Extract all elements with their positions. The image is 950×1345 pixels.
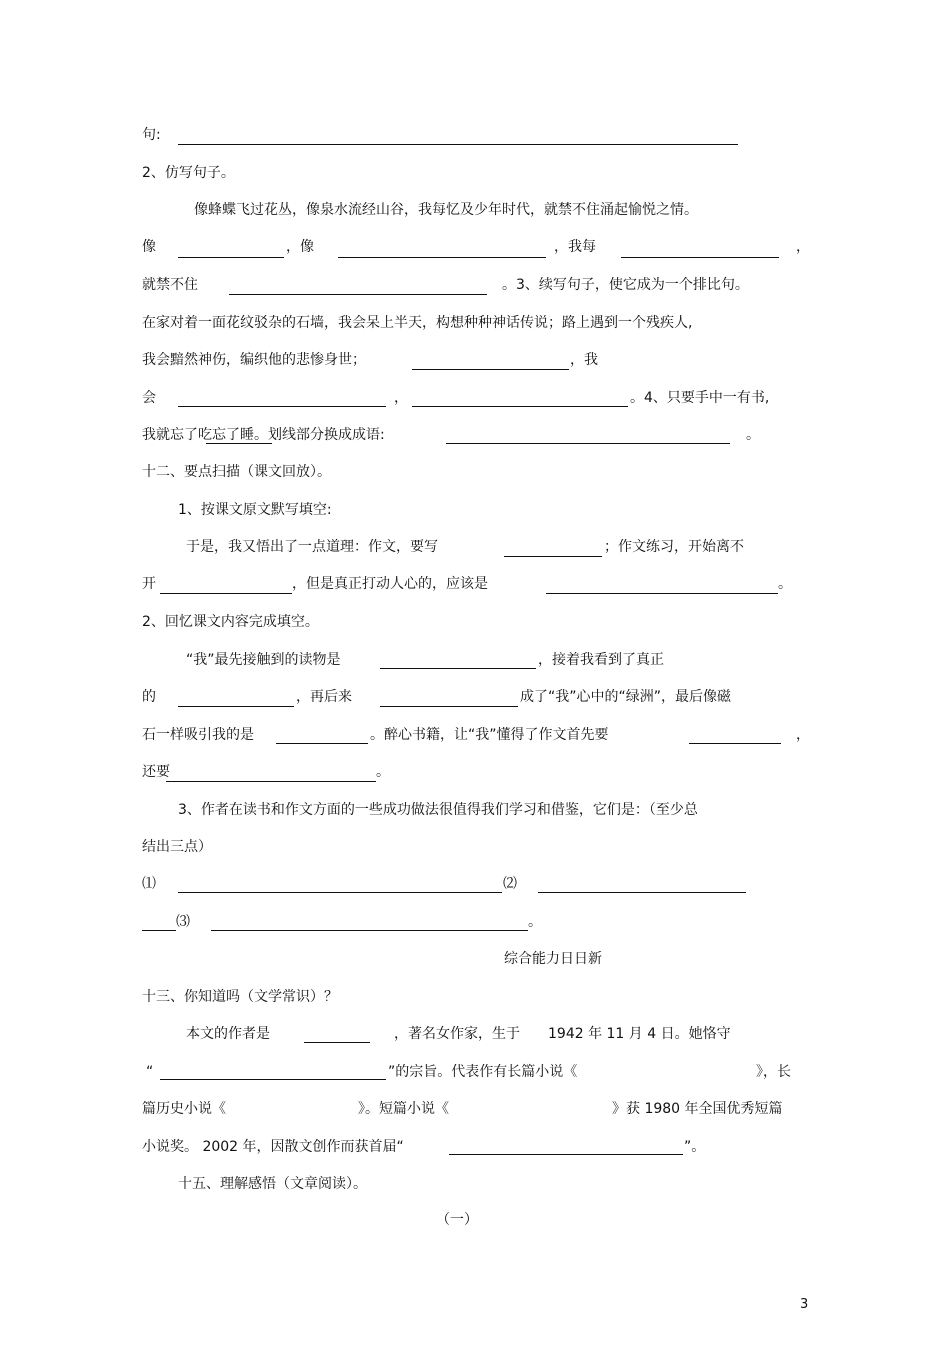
q4-end: 。: [746, 427, 760, 443]
s12-q3-item3-marker: ⑶: [176, 914, 190, 930]
q2-fill-label: 像: [142, 239, 156, 255]
s12-q3-blank-1[interactable]: [178, 892, 502, 893]
s12-q3-item1-marker: ⑴: [142, 876, 156, 892]
s12-q1-line2-start: 开: [142, 576, 156, 592]
q2-fill-label: ，我每: [554, 239, 596, 255]
q2-fill-label: ，像: [286, 239, 314, 255]
s12-q1-line1: 于是，我又悟出了一点道理：作文，要写: [186, 539, 438, 555]
s12-q3-line1: 3、作者在读书和作文方面的一些成功做法很值得我们学习和借鉴，它们是：（至少总: [178, 802, 698, 818]
s12-q2-line1-end: ，接着我看到了真正: [538, 652, 664, 668]
s12-q3-line2: 结出三点）: [142, 839, 212, 855]
s13-blank-award[interactable]: [449, 1154, 683, 1155]
s12-q3-blank-2[interactable]: [538, 892, 746, 893]
s13-blank-author[interactable]: [304, 1042, 370, 1043]
part-label: （一）: [436, 1212, 478, 1228]
s13-line3-end: 》获 1980 年全国优秀短篇: [612, 1101, 783, 1117]
q2-blank-3[interactable]: [621, 257, 779, 258]
page-number: 3: [800, 1297, 809, 1312]
s12-q2-blank-5[interactable]: [689, 743, 781, 744]
s12-q2-title: 2、回忆课文内容完成填空。: [142, 614, 319, 630]
s13-line2-mid: ”的宗旨。代表作有长篇小说《: [388, 1064, 578, 1080]
s12-q2-line4-end: 。: [376, 764, 390, 780]
s12-q2-line4-start: 还要: [142, 764, 170, 780]
s13-blank-motto[interactable]: [160, 1079, 386, 1080]
q3-blank-1[interactable]: [412, 369, 569, 370]
s13-line1-mid: ，著名女作家，生于: [394, 1026, 520, 1042]
s12-q2-blank-6[interactable]: [166, 781, 376, 782]
s13-line1-start: 本文的作者是: [186, 1026, 270, 1042]
section15-title: 十五、理解感悟（文章阅读）。: [178, 1176, 367, 1192]
s12-q2-line2-end: 成了“我”心中的“绿洲”，最后像磁: [520, 689, 732, 705]
q3-sentence-1: 在家对着一面花纹驳杂的石墙，我会呆上半天，构想种种神话传说；路上遇到一个残疾人,: [142, 315, 693, 331]
q3-blank-3[interactable]: [412, 406, 628, 407]
s12-q2-blank-1[interactable]: [380, 668, 536, 669]
s12-q1-blank-1[interactable]: [504, 556, 602, 557]
s12-q2-line2-mid: ，再后来: [296, 689, 352, 705]
q3-sentence-2: 我会黯然神伤，编织他的悲惨身世；: [142, 352, 366, 368]
s12-q3-blank-2-cont[interactable]: [142, 930, 176, 931]
q2-fill-label: ，: [796, 239, 810, 255]
q2-title: 2、仿写句子。: [142, 165, 235, 181]
s12-q2-line2-start: 的: [142, 689, 156, 705]
s12-q1-line1-end: ；作文练习，开始离不: [604, 539, 744, 555]
q4-underline-mark: [206, 443, 272, 444]
q3-blank-2[interactable]: [178, 406, 386, 407]
s12-q2-blank-2[interactable]: [178, 706, 294, 707]
q3-fill-label: ，我: [570, 352, 598, 368]
q3-fill-label: ，: [394, 390, 408, 406]
q3-fill-label: 会: [142, 390, 156, 406]
s12-q1-line2-mid: ，但是真正打动人心的，应该是: [292, 576, 488, 592]
s12-q1-blank-2[interactable]: [160, 593, 292, 594]
s12-q1-title: 1、按课文原文默写填空:: [178, 502, 332, 518]
comprehensive-heading: 综合能力日日新: [504, 951, 602, 967]
s12-q2-line3-start: 石一样吸引我的是: [142, 727, 254, 743]
q4-sentence: 我就忘了吃忘了睡。划线部分换成成语:: [142, 427, 385, 443]
s12-q2-line3-end: ，: [796, 727, 810, 743]
q4-blank[interactable]: [446, 443, 730, 444]
s12-q3-blank-3[interactable]: [211, 930, 528, 931]
s12-q3-item2-marker: ⑵: [503, 876, 517, 892]
section12-title: 十二、要点扫描（课文回放）。: [142, 464, 331, 480]
q3-title-inline: 。3、续写句子，使它成为一个排比句。: [502, 277, 749, 293]
s12-q1-line2-end: 。: [778, 576, 792, 592]
s13-line4-end: ”。: [684, 1139, 706, 1155]
s12-q2-line3-mid: 。醉心书籍，让“我”懂得了作文首先要: [370, 727, 609, 743]
s13-line2-end: 》，长: [756, 1064, 791, 1080]
q2-blank-2[interactable]: [338, 257, 546, 258]
s13-line2-start: “: [146, 1064, 154, 1080]
s12-q3-end: 。: [528, 914, 542, 930]
s12-q1-blank-3[interactable]: [546, 593, 778, 594]
q1-answer-blank[interactable]: [178, 144, 738, 145]
s13-line3-mid: 》。短篇小说《: [358, 1101, 449, 1117]
q2-fill-label: 就禁不住: [142, 277, 198, 293]
s13-line1-end: 1942 年 11 月 4 日。她恪守: [548, 1026, 731, 1042]
q2-example-sentence: 像蜂蝶飞过花丛，像泉水流经山谷，我每忆及少年时代，就禁不住涌起愉悦之情。: [194, 202, 698, 218]
s12-q2-line1-start: “我”最先接触到的读物是: [186, 652, 341, 668]
s13-line3-start: 篇历史小说《: [142, 1101, 226, 1117]
q2-blank-4[interactable]: [229, 294, 487, 295]
section13-title: 十三、你知道吗（文学常识）？: [142, 989, 338, 1005]
q1-tail-label: 句:: [142, 127, 161, 143]
s13-line4-start: 小说奖。 2002 年，因散文创作而获首届“: [142, 1139, 404, 1155]
s12-q2-blank-3[interactable]: [380, 706, 518, 707]
q4-title-inline: 。4、只要手中一有书,: [630, 390, 770, 406]
q2-blank-1[interactable]: [178, 257, 284, 258]
s12-q2-blank-4[interactable]: [276, 743, 368, 744]
